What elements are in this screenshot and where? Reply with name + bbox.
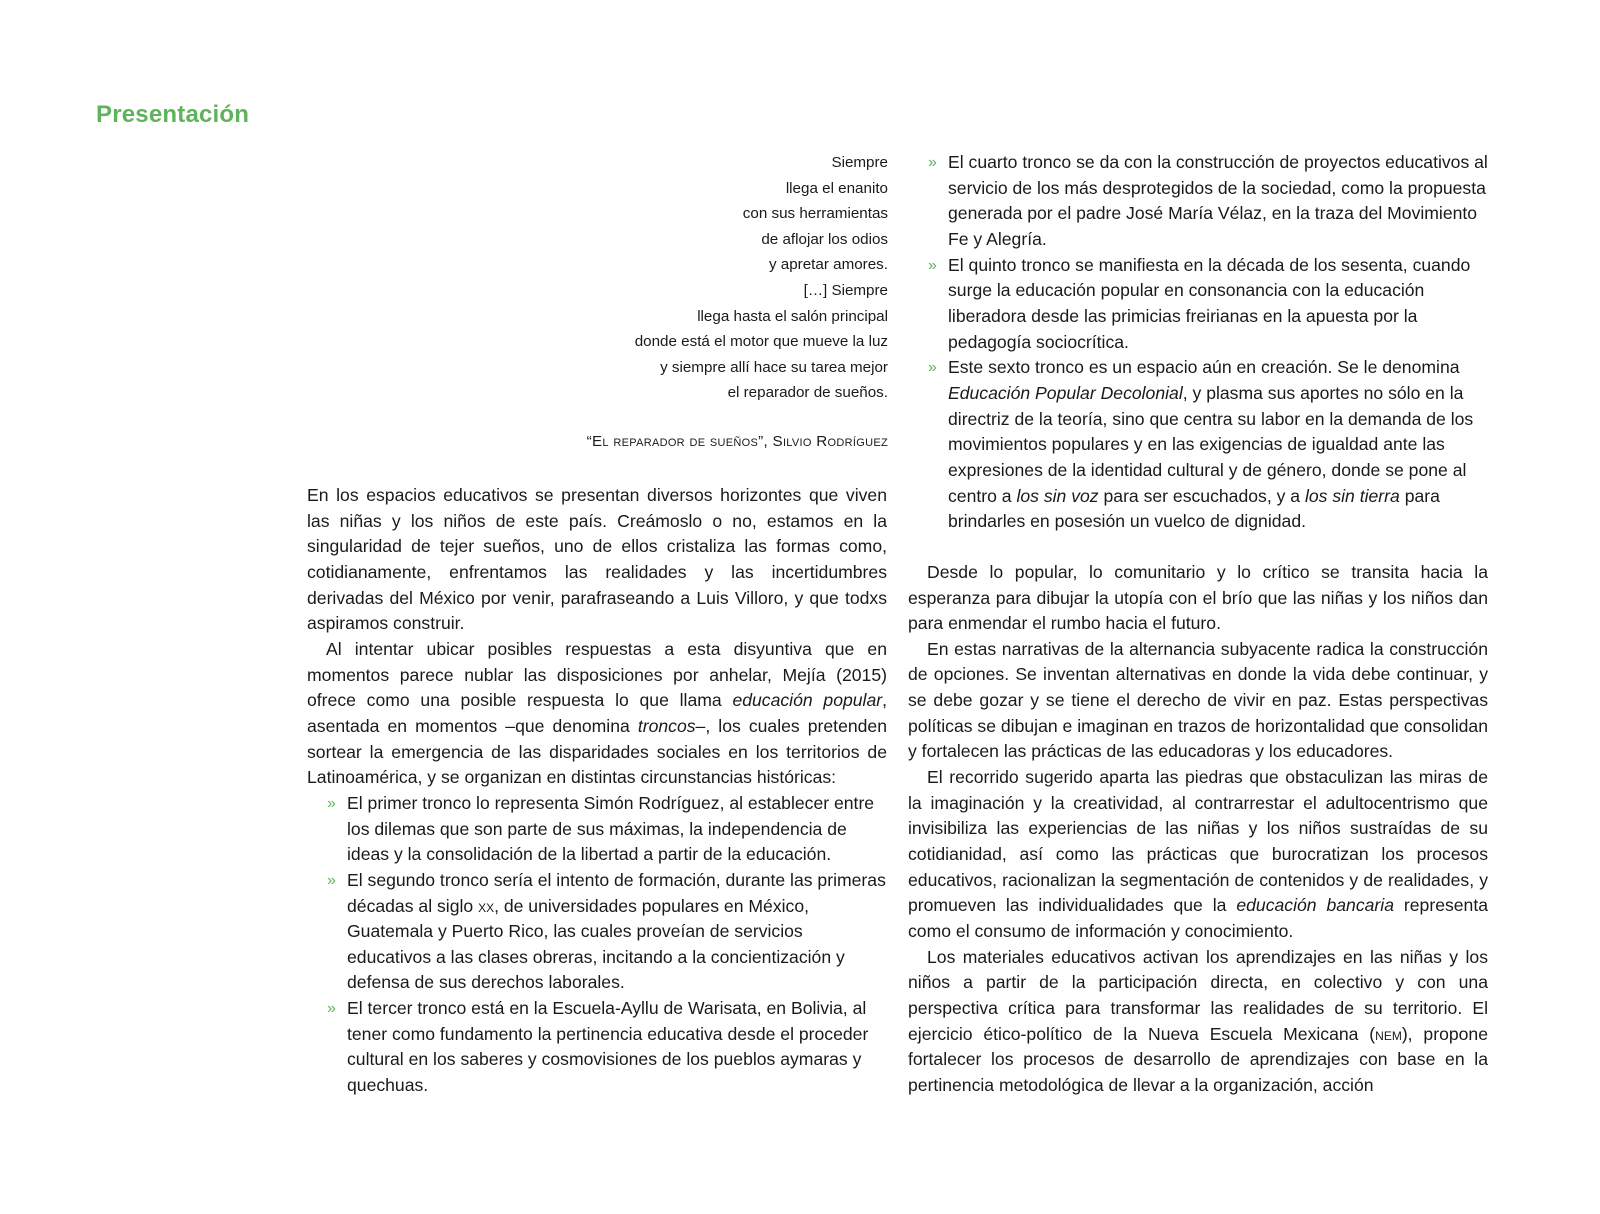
right-column [908, 150, 1488, 1099]
list-item-text: , y plasma sus aportes no sólo en la directriz de la teoría, sino que centra su labor en la demanda de los movimientos populares y en las exigencias de igualdad ante las expresiones de la identidad cultural y de género, donde se pone al centro a [948, 382, 1474, 506]
emphasis-text: educación bancaria [1236, 895, 1394, 916]
epigraph-line: y apretar amores. [768, 256, 888, 274]
list-item-text: xx [478, 895, 495, 916]
emphasis-text: troncos [637, 715, 696, 736]
paragraph-text: Los materiales educativos activan los aprendizajes en las niñas y los niños a partir de la participación directa, en colectivo y con una perspectiva crítica para transformar las realidades de su territorio. El ejercicio ético-político de la Nueva Escuela Mexicana ( [908, 946, 1488, 1044]
list-item-text: El tercer tronco está en la Escuela-Ayllu de Warisata, en Bolivia, al tener como fundamento la pertinencia educativa desde el proceder cultural en los saberes y cosmovisiones de los pueblos aymaras y quechuas. [347, 998, 869, 1096]
page-title: Presentación [96, 101, 250, 128]
bullet-marker-icon: » [327, 1000, 336, 1018]
paragraph [307, 483, 887, 637]
bullet-marker-icon: » [327, 871, 336, 889]
epigraph-line: llega hasta el salón principal [697, 307, 888, 325]
emphasis-text: educación popular [732, 690, 883, 711]
epigraph [540, 150, 888, 406]
bullet-list [908, 150, 1488, 535]
paragraph [908, 765, 1488, 945]
list-item-text: El cuarto tronco se da con la construcción de proyectos educativos al servicio de los más desprotegidos de la sociedad, como la propuesta generada por el padre José María Vélaz, en la traza del Movimiento Fe y Alegría. [948, 152, 1488, 249]
epigraph-attribution [480, 433, 888, 450]
list-item [928, 355, 1488, 535]
paragraph-text: –, los cuales pretenden sortear la emergencia de las disparidades sociales en los territorios de Latinoamérica, y se organizan en distintas circunstancias históricas: [307, 715, 887, 788]
epigraph-line: y siempre allí hace su tarea mejor [660, 358, 888, 376]
list-item-text: , de universidades populares en México, Guatemala y Puerto Rico, las cuales proveían de servicios educativos a las clases obreras, incitando a la concientización y defensa de sus derechos laborales. [347, 895, 845, 993]
paragraph [307, 637, 887, 791]
epigraph-line: Siempre [831, 154, 888, 171]
list-item-text: El primer tronco lo representa Simón Rodríguez, al establecer entre los dilemas que son parte de sus máximas, la independencia de ideas y la consolidación de la libertad a partir de la educación. [347, 792, 875, 865]
epigraph-line: con sus herramientas [742, 205, 888, 223]
list-item-text: para ser escuchados, y a [1098, 485, 1305, 506]
epigraph-line: llega el enanito [785, 179, 888, 197]
list-item-text: El quinto tronco se manifiesta en la década de los sesenta, cuando surge la educación popular en consonancia con la educación liberadora desde las primicias freirianas en la apuesta por la pedagogía sociocrítica. [948, 254, 1471, 352]
paragraph-text: representa como el consumo de información y conocimiento. [908, 895, 1489, 942]
epigraph-line: de aflojar los odios [761, 230, 888, 248]
emphasis-text: los sin tierra [1304, 485, 1400, 506]
list-item-text: El segundo tronco sería el intento de formación, durante las primeras décadas al siglo [347, 869, 886, 916]
paragraph [908, 637, 1488, 765]
list-item [327, 868, 887, 996]
list-item-text: para brindarles en posesión un vuelco de dignidad. [948, 485, 1440, 532]
attribution-author: Silvio Rodríguez [772, 433, 888, 450]
bullet-marker-icon: » [928, 359, 937, 377]
paragraph-text: , asentada en momentos –que denomina [307, 690, 887, 736]
bullet-marker-icon: » [928, 154, 937, 171]
list-item [327, 996, 887, 1099]
paragraph [908, 945, 1488, 1099]
list-item [327, 791, 887, 868]
paragraph [908, 560, 1488, 637]
list-item [928, 253, 1488, 356]
paragraph-text: ), propone fortalecer los procesos de desarrollo de aprendizajes con base en la pertinencia metodológica de llevar a la organización, acción [908, 1023, 1488, 1095]
epigraph-line: el reparador de sueños. [727, 384, 888, 402]
paragraph-text: En estas narrativas de la alternancia subyacente radica la construcción de opciones. Se inventan alternativas en donde la vida debe continuar, y se debe gozar y se tiene el derecho de vivir en paz. Estas perspectivas políticas se dibujan e imaginan en trazos de horizontalidad que consolidan y fortalecen las prácticas de las educadoras y los educadores. [908, 638, 1489, 762]
attribution-separator: , [763, 433, 773, 450]
paragraph-text: nem [1375, 1023, 1402, 1044]
paragraph-text: Desde lo popular, lo comunitario y lo crítico se transita hacia la esperanza para dibujar la utopía con el brío que las niñas y los niños dan para enmendar el rumbo hacia el futuro. [908, 561, 1488, 634]
paragraph-text: El recorrido sugerido aparta las piedras que obstaculizan las miras de la imaginación y la creatividad, al contrarrestar el adultocentrismo que invisibiliza las experiencias de las niñas y los niños sustraídas de su cotidianidad, así como las prácticas que burocratizan los procesos educativos, racionalizan la segmentación de contenidos y de realidades, y promueven las individualidades que la [908, 767, 1488, 916]
bullet-marker-icon: » [928, 256, 937, 274]
paragraph-text: Al intentar ubicar posibles respuestas a esta disyuntiva que en momentos parece nublar las disposiciones por anhelar, Mejía (2015) ofrece como una posible respuesta lo que llama [307, 638, 887, 711]
bullet-list [307, 791, 887, 1099]
list-item-text: Este sexto tronco es un espacio aún en creación. Se le denomina [948, 357, 1460, 378]
emphasis-text: Educación Popular Decolonial [948, 382, 1183, 403]
attribution-title: “El reparador de sueños” [586, 433, 764, 450]
bullet-marker-icon: » [327, 794, 336, 812]
left-column [307, 483, 887, 1099]
emphasis-text: los sin voz [1016, 485, 1099, 506]
epigraph-line: donde está el motor que mueve la luz [634, 333, 888, 351]
paragraph-text: En los espacios educativos se presentan diversos horizontes que viven las niñas y los niños de este país. Creámoslo o no, estamos en la singularidad de tejer sueños, uno de ellos cristaliza las formas como, cotidianamente, enfrentamos las realidades y las incertidumbres derivadas del México por venir, parafraseando a Luis Villoro, y que todxs aspiramos construir. [307, 485, 887, 634]
list-item [928, 150, 1488, 253]
epigraph-line: […] Siempre [803, 281, 888, 299]
